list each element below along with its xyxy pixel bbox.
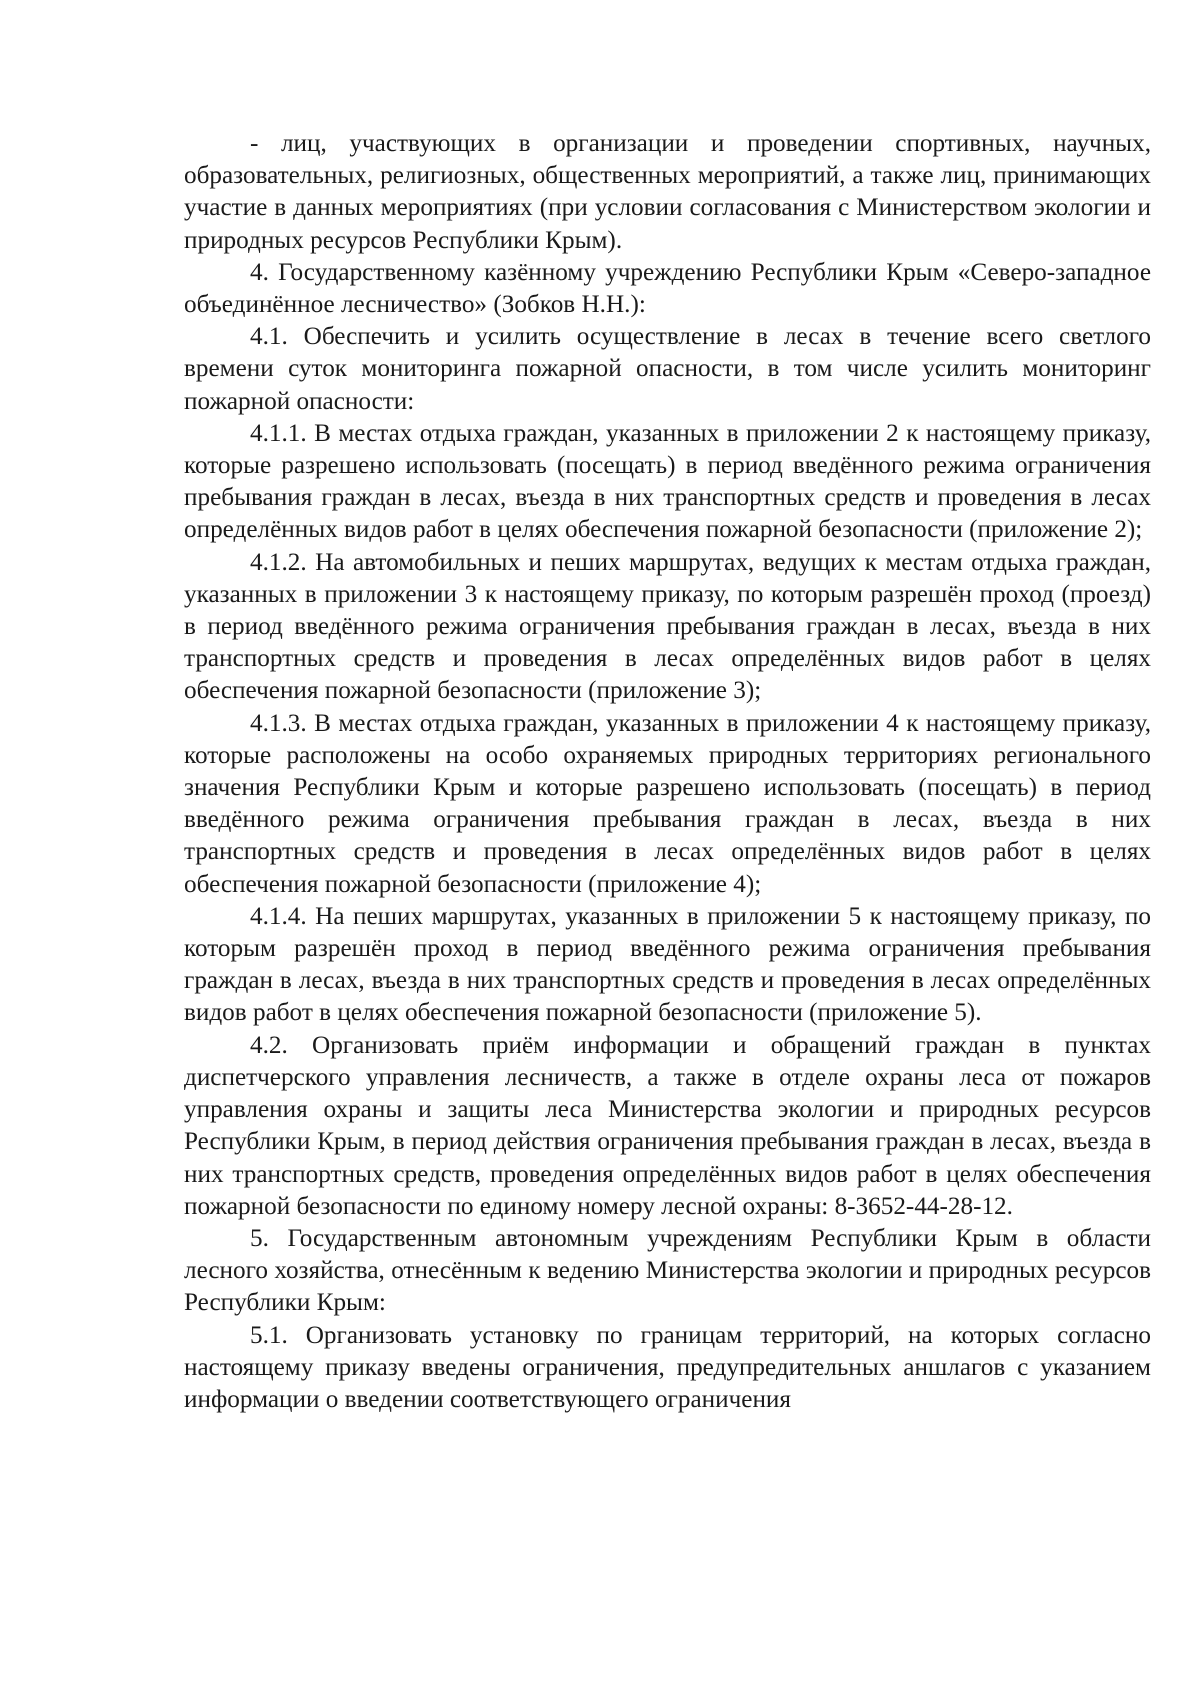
paragraph-4-1-3: 4.1.3. В местах отдыха граждан, указанных в приложении 4 к настоящему приказу, которые расположены на особо охраняемых природных территориях регионального значения Республики Крым и которые разрешено использовать (посещать) в период введённого режима ограничения пребывания граждан в лесах, въезда в них транспортных средств и проведения в лесах определённых видов работ в целях обеспечения пожарной безопасности (приложение 4); xyxy=(184,709,1151,898)
paragraph-5-1: 5.1. Организовать установку по границам территорий, на которых согласно настоящему приказу введены ограничения, предупредительных аншлагов с указанием информации о введении соответствующего ограничения xyxy=(184,1321,1151,1413)
paragraph-persons-events: - лиц, участвующих в организации и проведении спортивных, научных, образовательных, религиозных, общественных мероприятий, а также лиц, принимающих участие в данных мероприятиях (при условии согласования с Министерством экологии и природных ресурсов Республики Крым). xyxy=(184,130,1151,254)
paragraph-4-1-1: 4.1.1. В местах отдыха граждан, указанных в приложении 2 к настоящему приказу, которые разрешено использовать (посещать) в период введённого режима ограничения пребывания граждан в лесах, въезда в них транспортных средств и проведения в лесах определённых видов работ в целях обеспечения пожарной безопасности (приложение 2); xyxy=(184,419,1151,544)
paragraph-4-1-4: 4.1.4. На пеших маршрутах, указанных в приложении 5 к настоящему приказу, по которым разрешён проход в период введённого режима ограничения пребывания граждан в лесах, въезда в них транспортных средств и проведения в лесах определённых видов работ в целях обеспечения пожарной безопасности (приложение 5). xyxy=(184,902,1151,1027)
paragraph-5: 5. Государственным автономным учреждениям Республики Крым в области лесного хозяйства, отнесённым к ведению Министерства экологии и природных ресурсов Республики Крым: xyxy=(184,1224,1151,1317)
paragraph-4-2: 4.2. Организовать приём информации и обращений граждан в пунктах диспетчерского управления лесничеств, а также в отделе охраны леса от пожаров управления охраны и защиты леса Министерства экологии и природных ресурсов Республики Крым, в период действия ограничения пребывания граждан в лесах, въезда в них транспортных средств, проведения определённых видов работ в целях обеспечения пожарной безопасности по единому номеру лесной охраны: 8-3652-44-28-12. xyxy=(184,1031,1151,1220)
paragraph-4-1-2: 4.1.2. На автомобильных и пеших маршрутах, ведущих к местам отдыха граждан, указанных в приложении 3 к настоящему приказу, по которым разрешён проход (проезд) в период введённого режима ограничения пребывания граждан в лесах, въезда в них транспортных средств и проведения в лесах определённых видов работ в целях обеспечения пожарной безопасности (приложение 3); xyxy=(184,548,1151,705)
paragraph-4-1: 4.1. Обеспечить и усилить осуществление в лесах в течение всего светлого времени суток мониторинга пожарной опасности, в том числе усилить мониторинг пожарной опасности: xyxy=(184,323,1151,415)
document-page xyxy=(184,128,1151,1416)
paragraph-4: 4. Государственному казённому учреждению Республики Крым «Северо-западное объединённое лесничество» (Зобков Н.Н.): xyxy=(184,258,1151,319)
